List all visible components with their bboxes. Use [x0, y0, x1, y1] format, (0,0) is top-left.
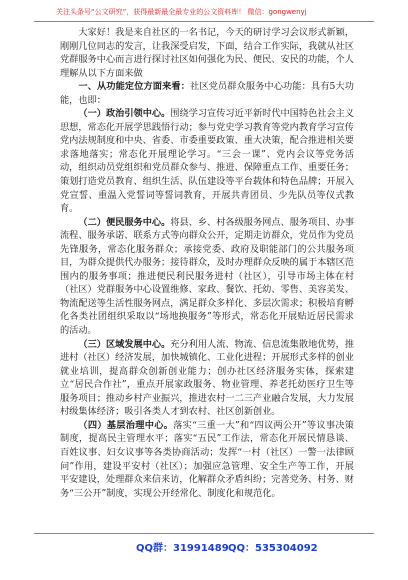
intro-paragraph: 大家好！我是来自社区的一名书记，今天的研讨学习会议形式新颖，刚刚几位同志的发言，让我深受启发，下面，结合工作实际，我就从社区党群服务中心而言进行探讨社区如何强化为民、便民、安民的功能，个人理解从以下方面来做 [60, 27, 355, 79]
qq-contact-number: QQ：535304092 [228, 543, 318, 554]
footer-divider [34, 533, 374, 534]
item-3-paragraph [60, 338, 354, 419]
section-1-text: 社区党员群众服务中心功能：具有5大功能，也即： [60, 81, 354, 106]
item-2-paragraph [60, 216, 354, 338]
item-4-heading: （四）基层治理中心。 [78, 419, 174, 431]
document-body [60, 26, 354, 500]
item-1-text: 围绕学习宣传习近平新时代中国特色社会主义思想，常态化开展学思践悟行动；参与党史学习教育等党内教育学习宣传党内法规制度和中央、省委、市委重要政策、重大决策，配合推进相关要求落地落实；常态化开展理论学习。“三会一课”、党内会议等党务活动，组织动员党组织和党员群众参与、推进、保障重点工作、重要任务；策划打造党员教育、组织生活、队伍建设等平台载体和特色品牌；开展入党宣誓、重温入党誓词等誓词教育，开展共青团员、少先队员等仪式教育。 [60, 108, 355, 215]
item-1-heading: （一）政治引领中心。 [78, 108, 171, 120]
item-3-text: 充分利用人流、物流、信息流集散地优势，推进村（社区）经济发展，加快城镇化、工业化进程；开展形式多样的创业就业培训，提高群众创新创业能力；创办社区经济服务实体，探索建立“居民合作社”，重点开展家政服务、物业管理、养老托幼医疗卫生等服务项目；推动乡村产业振兴，推进农村一二三产业融合发展，大力发展村级集体经济；吸引各类人才到农村、社区创新创业。 [60, 338, 355, 418]
item-1-paragraph [60, 107, 354, 215]
item-4-paragraph [60, 419, 354, 500]
header-divider [34, 21, 374, 22]
page-header: 关注头条号“公文研究”，获得最新最全最专业的公文资料库！ 微信：gongwenyj [56, 8, 307, 16]
section-1-heading: 一、从功能定位方面来看： [78, 81, 191, 93]
item-3-heading: （三）区域发展中心。 [78, 338, 171, 350]
item-4-text: 落实“三重一大”和“四议两公开”等议事决策制度，提高民主管理水平；落实“五民”工作法，常态化开展民情恳谈、百姓议事、妇女议事等各类协商活动；发挥“一村（社区）一警一法律顾问”作用，建设平安村（社区）；加强应急管理、安全生产等工作，开展平安建设，处理群众来信来访，化解群众矛盾纠纷；完善党务、村务、财务“三公开”制度，实现公开经常化、制度化和规范化。 [60, 419, 354, 499]
item-2-heading: （二）便民服务中心。 [78, 216, 171, 228]
item-2-text: 将县、乡、村各级服务网点、服务项目、办事流程、服务承诺、联系方式等向群众公开，定期走访群众，党员作为党员先锋服务，常态化服务群众；承接党委、政府及职能部门的公共服务项目，为群众提供代办服务；接待群众，及时办理群众反映的属于本辖区范围内的服务事项；推进便民利民服务进村（社区），引导市场主体在村（社区）党群服务中心设置维修、家政、餐饮、托幼、零售、美容美发、物流配送等生活性服务网点，满足群众多样化、多层次需求；积极培育孵化各类社团组织采取以“场地换服务”等形式，常态化开展贴近居民需求的活动。 [60, 216, 355, 337]
qq-group-number: QQ群：31991489 [136, 543, 229, 554]
section-1-paragraph [60, 80, 354, 107]
